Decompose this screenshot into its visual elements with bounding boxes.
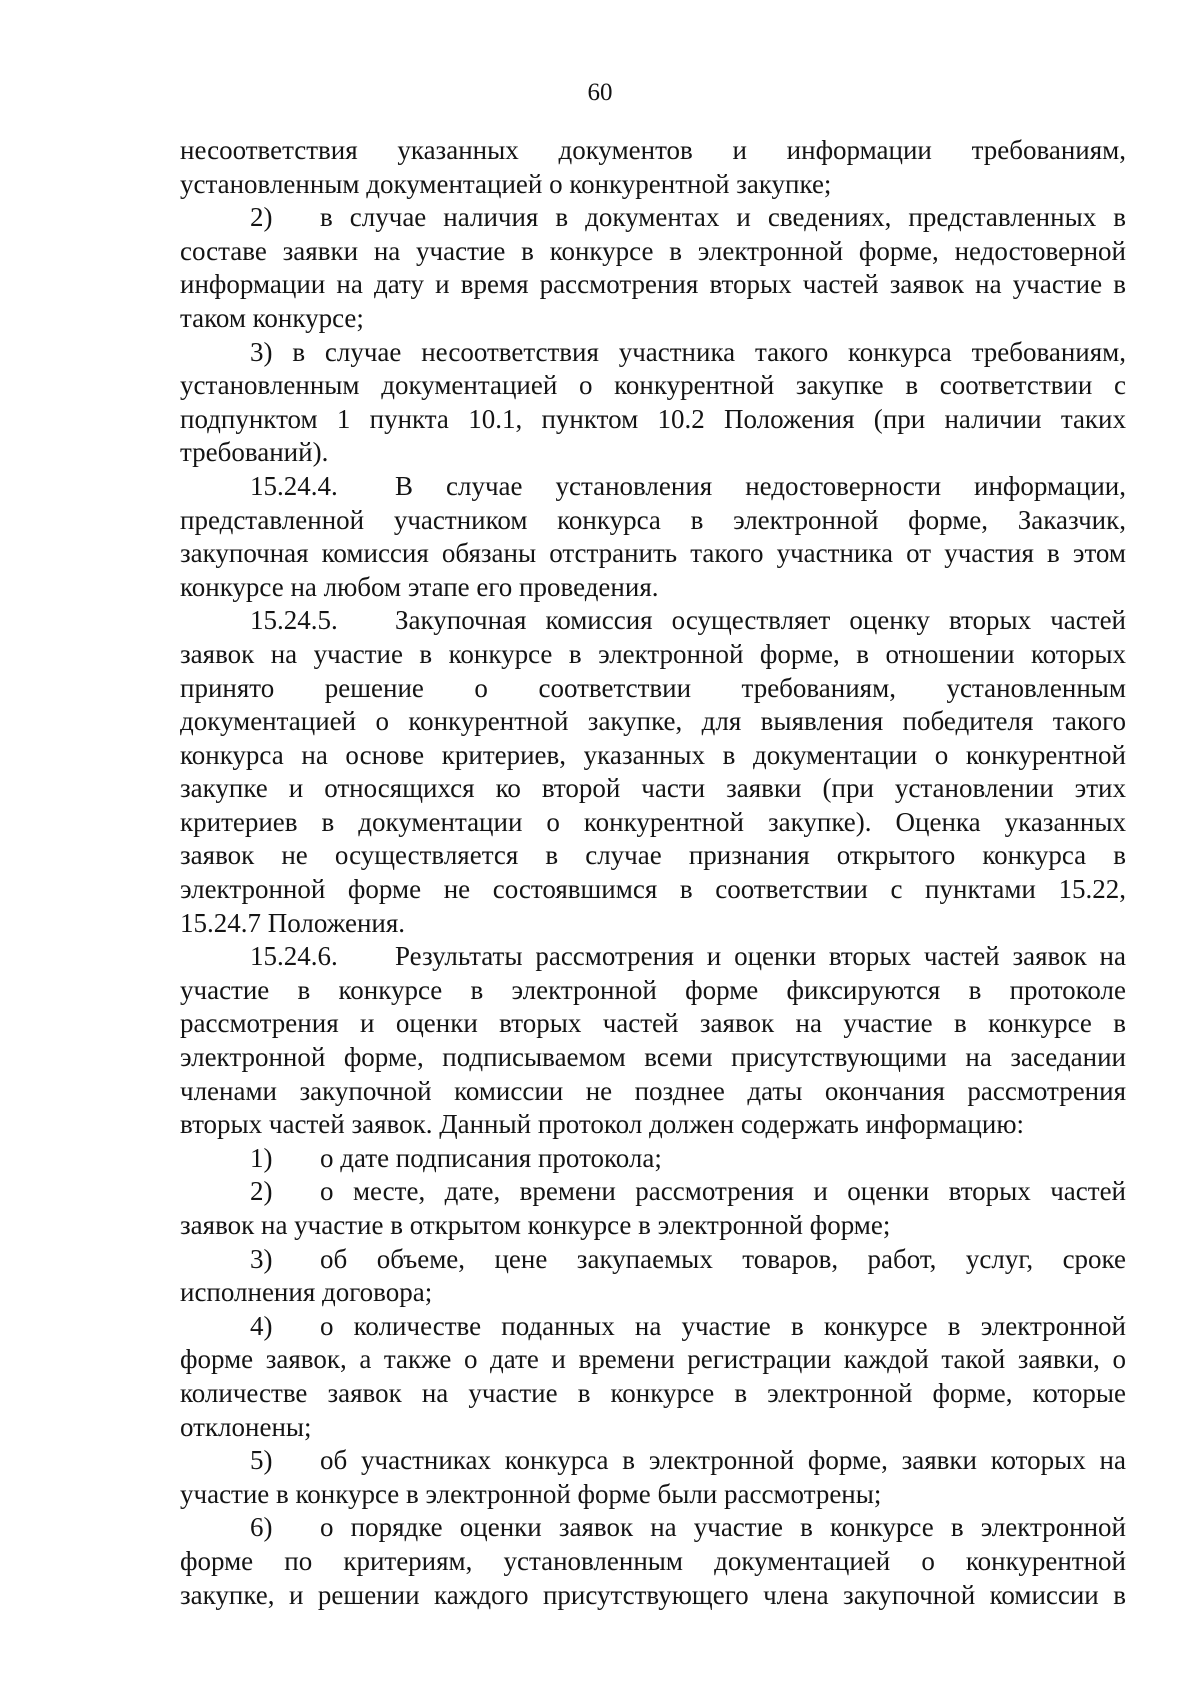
text-line [180,268,1126,302]
text-line [180,302,1126,336]
text-line [180,839,1126,873]
line-text: членами закупочной комиссии не позднее даты окончания рассмотрения [180,1075,1126,1106]
line-text: вторых частей заявок. Данный протокол должен содержать информацию: [180,1109,1024,1140]
line-text: рассмотрения и оценки вторых частей заявок на участие в конкурсе в [180,1008,1126,1039]
text-line [180,1411,1126,1445]
text-line [180,235,1126,269]
text-line [180,705,1126,739]
line-text: в случае наличия в документах и сведениях, представленных в [320,202,1126,233]
list-item-first-line [180,1310,1126,1344]
list-marker: 5) [250,1445,273,1476]
text-line [180,537,1126,571]
clause-first-line [180,470,1126,504]
text-line [180,1041,1126,1075]
line-text: требований). [180,437,329,468]
line-text: заявок на участие в конкурсе в электронной форме, в отношении которых [180,638,1126,669]
line-text: закупке, и решении каждого присутствующего члена закупочной комиссии в [180,1579,1126,1610]
text-line [180,907,1126,941]
line-text: 3) в случае несоответствия участника такого конкурса требованиям, [250,336,1126,367]
list-marker: 2) [250,202,273,233]
list-marker: 2) [250,1176,273,1207]
text-line [180,134,1126,168]
list-item-first-line [180,336,1126,370]
text-line [180,571,1126,605]
line-text: Закупочная комиссия осуществляет оценку вторых частей [395,605,1126,636]
line-text: о количестве поданных на участие в конкурсе в электронной [320,1310,1126,1341]
line-text: критериев в документации о конкурентной закупке). Оценка указанных [180,806,1126,837]
line-text: количестве заявок на участие в конкурсе в электронной форме, которые [180,1377,1126,1408]
line-text: участие в конкурсе в электронной форме фиксируются в протоколе [180,974,1126,1005]
line-text: Результаты рассмотрения и оценки вторых частей заявок на [395,941,1126,972]
list-item-first-line [180,1444,1126,1478]
clause-number: 15.24.6. [250,941,338,972]
text-line [180,772,1126,806]
text-line [180,504,1126,538]
line-text: конкурсе на любом этапе его проведения. [180,571,659,602]
line-text: 15.24.7 Положения. [180,907,406,938]
line-text: составе заявки на участие в конкурсе в электронной форме, недостоверной [180,235,1126,266]
clause-first-line [180,604,1126,638]
line-text: представленной участником конкурса в электронной форме, Заказчик, [180,504,1126,535]
line-text: документацией о конкурентной закупке, для выявления победителя такого [180,706,1126,737]
text-line [180,403,1126,437]
line-text: заявок не осуществляется в случае признания открытого конкурса в [180,840,1126,871]
text-line [180,806,1126,840]
text-line [180,672,1126,706]
clause-number: 15.24.5. [250,605,338,636]
text-line [180,1276,1126,1310]
line-text: несоответствия указанных документов и информации требованиям, [180,135,1126,165]
text-line [180,1545,1126,1579]
text-line [180,1075,1126,1109]
line-text: установленным документацией о конкурентной закупке в соответствии с [180,370,1126,401]
line-text: таком конкурсе; [180,302,364,333]
line-text: о порядке оценки заявок на участие в конкурсе в электронной [320,1512,1126,1543]
list-item-first-line [180,1175,1126,1209]
line-text: форме по критериям, установленным документацией о конкурентной [180,1545,1126,1576]
line-text: об участниках конкурса в электронной форме, заявки которых на [320,1445,1126,1476]
list-marker: 3) [250,1243,273,1274]
page-number: 60 [587,79,613,106]
text-line [180,1377,1126,1411]
line-text: установленным документацией о конкурентной закупке; [180,168,832,199]
line-text: участие в конкурсе в электронной форме были рассмотрены; [180,1478,882,1509]
list-marker: 6) [250,1512,273,1543]
line-text: об объеме, цене закупаемых товаров, работ, услуг, сроке [320,1243,1126,1274]
text-line [180,1007,1126,1041]
line-text: конкурса на основе критериев, указанных в документации о конкурентной [180,739,1126,770]
text-line [180,1478,1126,1512]
list-item-first-line [180,1243,1126,1277]
text-line [180,638,1126,672]
text-line [180,1209,1126,1243]
list-item-first-line [180,1511,1126,1545]
line-text: исполнения договора; [180,1277,433,1308]
text-line [180,873,1126,907]
list-marker: 1) [250,1142,273,1173]
line-text: принято решение о соответствии требованиям, установленным [180,672,1126,703]
text-line [180,168,1126,202]
text-line [180,369,1126,403]
text-line [180,974,1126,1008]
list-item-first-line [180,1142,1126,1176]
line-text: форме заявок, а также о дате и времени регистрации каждой такой заявки, о [180,1344,1126,1375]
text-line [180,1108,1126,1142]
line-text: заявок на участие в открытом конкурсе в электронной форме; [180,1210,891,1240]
list-item-first-line [180,201,1126,235]
clause-first-line [180,940,1126,974]
line-text: информации на дату и время рассмотрения вторых частей заявок на участие в [180,269,1126,300]
list-marker: 4) [250,1310,273,1341]
line-text: закупочная комиссия обязаны отстранить такого участника от участия в этом [180,538,1126,569]
text-line [180,1579,1126,1613]
line-text: закупке и относящихся ко второй части заявки (при установлении этих [180,773,1126,804]
line-text: В случае установления недостоверности информации, [395,470,1126,501]
text-line [180,1343,1126,1377]
line-text: о месте, дате, времени рассмотрения и оценки вторых частей [320,1176,1126,1207]
document-body [180,134,1126,1612]
line-text: электронной форме не состоявшимся в соответствии с пунктами 15.22, [180,874,1126,905]
line-text: отклонены; [180,1411,312,1442]
text-line [180,739,1126,773]
line-text: подпунктом 1 пункта 10.1, пунктом 10.2 Положения (при наличии таких [180,403,1126,434]
clause-number: 15.24.4. [250,470,338,501]
text-line [180,436,1126,470]
line-text: о дате подписания протокола; [320,1142,662,1173]
line-text: электронной форме, подписываемом всеми присутствующими на заседании [180,1042,1126,1073]
